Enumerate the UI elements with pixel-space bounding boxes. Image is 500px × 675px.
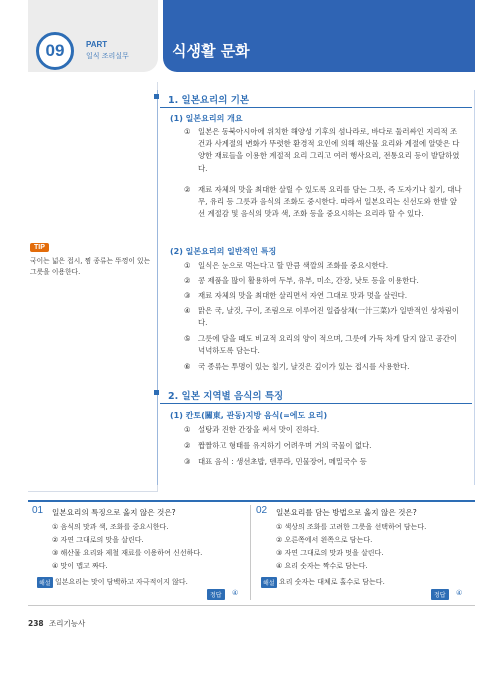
page-footer — [28, 618, 85, 629]
list-item — [184, 456, 464, 468]
item-number: ⑤ — [184, 334, 191, 343]
answer-badge: 정답 — [431, 589, 449, 600]
tip-badge: TIP — [30, 243, 49, 252]
question-text: 일본요리의 특징으로 옳지 않은 것은? — [52, 508, 176, 517]
answer-option: ④ 요리 숫자는 짝수로 담는다. — [276, 562, 368, 570]
answer-badge: 정답 — [207, 589, 225, 600]
item-number: ③ — [184, 291, 191, 300]
question-text: 일본요리를 담는 방법으로 옳지 않은 것은? — [276, 508, 417, 517]
section-bullet — [154, 94, 159, 99]
item-number: ② — [184, 276, 191, 285]
explanation-badge: 해설 — [37, 577, 53, 588]
item-text: 짭짤하고 형태를 유지하기 어려우며 거의 국물이 없다. — [198, 441, 372, 450]
section-bullet — [154, 390, 159, 395]
list-item — [184, 184, 464, 221]
item-text: 일식은 눈으로 먹는다고 할 만큼 색깔의 조화를 중요시한다. — [198, 261, 389, 270]
section-rule — [160, 403, 472, 404]
answer-option: ③ 자연 그대로의 맛과 멋을 살린다. — [276, 549, 384, 557]
list-item — [184, 290, 464, 302]
list-item — [184, 361, 464, 373]
book-title: 조리기능사 — [49, 619, 86, 628]
section-title: 1. 일본요리의 기본 — [168, 95, 250, 106]
item-number: ② — [184, 441, 191, 450]
item-number: ① — [184, 425, 191, 434]
item-number: ① — [184, 261, 191, 270]
item-number: ⑥ — [184, 362, 191, 371]
list-item — [184, 305, 464, 329]
subsection-title: (1) 칸토(關東, 관동)지방 음식(=에도 요리) — [170, 411, 328, 420]
answer-option: ① 색상의 조화를 고려한 그릇을 선택하여 담는다. — [276, 523, 427, 531]
answer-option: ③ 해산물 요리와 제철 재료를 이용하여 신선하다. — [52, 549, 203, 557]
item-text: 일본은 동북아시아에 위치한 해양성 기후의 섬나라로, 바다로 둘러싸인 지리적 조건과 사계절의 변화가 뚜렷한 환경적 요인에 의해 해산물 요리와 계절에 알맞은 다양한 재료들을 이용한 계절적 요리 그리고 여러 행사요리, 전통요리 등이 발달하였다. — [198, 127, 460, 173]
item-text: 재료 자체의 맛을 최대한 살리면서 자연 그대로 맛과 멋을 살린다. — [198, 291, 408, 300]
explanation-badge: 해설 — [261, 577, 277, 588]
question-number: 01 — [32, 505, 44, 516]
part-subtitle: 일식 조리실무 — [86, 52, 129, 60]
item-number: ④ — [184, 306, 191, 315]
answer-option: ① 음식의 맛과 색, 조화를 중요시한다. — [52, 523, 169, 531]
item-text: 설탕과 진한 간장을 써서 맛이 진하다. — [198, 425, 320, 434]
answer-value: ④ — [456, 589, 463, 597]
chapter-header-banner — [163, 0, 475, 72]
item-text: 재료 자체의 맛을 최대한 살릴 수 있도록 요리를 담는 그릇, 즉 도자기나 칠기, 대나무, 유리 등 그릇과 음식의 조화도 중시한다. 따라서 일본요리는 신선도와 한발 앞선 계절감 및 음식의 맛과 색, 조화 등을 중요시하는 요리라 할 수 있다. — [198, 185, 462, 219]
quiz-bottom-rule — [28, 605, 475, 606]
list-item — [184, 424, 464, 436]
subsection-title: (1) 일본요리의 개요 — [170, 114, 243, 123]
item-text: 국 종류는 투명이 있는 칠기, 날것은 깊이가 있는 접시를 사용한다. — [198, 362, 410, 371]
section-rule — [160, 107, 472, 108]
answer-option: ② 자연 그대로의 맛을 살린다. — [52, 536, 144, 544]
answer-option: ④ 맛이 맵고 짜다. — [52, 562, 108, 570]
item-text: 맑은 국, 날것, 구이, 조림으로 이루어진 일즙삼채(一汁三菜)가 일반적인 상차림이다. — [198, 306, 460, 328]
list-item — [184, 333, 464, 357]
item-number: ③ — [184, 457, 191, 466]
list-item — [184, 260, 464, 272]
explanation-text: 요리 숫자는 대체로 홀수로 담는다. — [279, 578, 385, 586]
chapter-title: 식생활 문화 — [172, 42, 250, 60]
quiz-top-rule — [28, 500, 475, 502]
section-title: 2. 일본 지역별 음식의 특징 — [168, 391, 284, 402]
explanation-text: 일본요리는 맛이 담백하고 자극적이지 않다. — [55, 578, 188, 586]
question-number: 02 — [256, 505, 268, 516]
item-text: 대표 음식 : 생선초밥, 덴푸라, 민물장어, 메밀국수 등 — [198, 457, 367, 466]
item-text: 그릇에 담을 때도 비교적 요리의 양이 적으며, 그릇에 가득 차게 담지 않고 공간이 넉넉하도록 담는다. — [198, 334, 458, 356]
item-number: ② — [184, 185, 191, 194]
answer-option: ② 오른쪽에서 왼쪽으로 담는다. — [276, 536, 373, 544]
item-number: ① — [184, 127, 191, 136]
tip-text: 국이는 넓은 접시, 찜 종류는 뚜껑이 있는 그릇을 이용한다. — [30, 257, 151, 276]
part-number-badge: 09 — [36, 32, 74, 70]
list-item — [184, 275, 464, 287]
list-item — [184, 126, 464, 175]
answer-value: ④ — [232, 589, 239, 597]
part-label: PART — [86, 40, 108, 49]
subsection-title: (2) 일본요리의 일반적인 특징 — [170, 247, 277, 256]
item-text: 콩 제품을 많이 활용하여 두부, 유부, 미소, 간장, 낫토 등을 이용한다. — [198, 276, 419, 285]
page-number: 238 — [28, 619, 44, 628]
list-item — [184, 440, 464, 452]
margin-column — [28, 82, 158, 492]
